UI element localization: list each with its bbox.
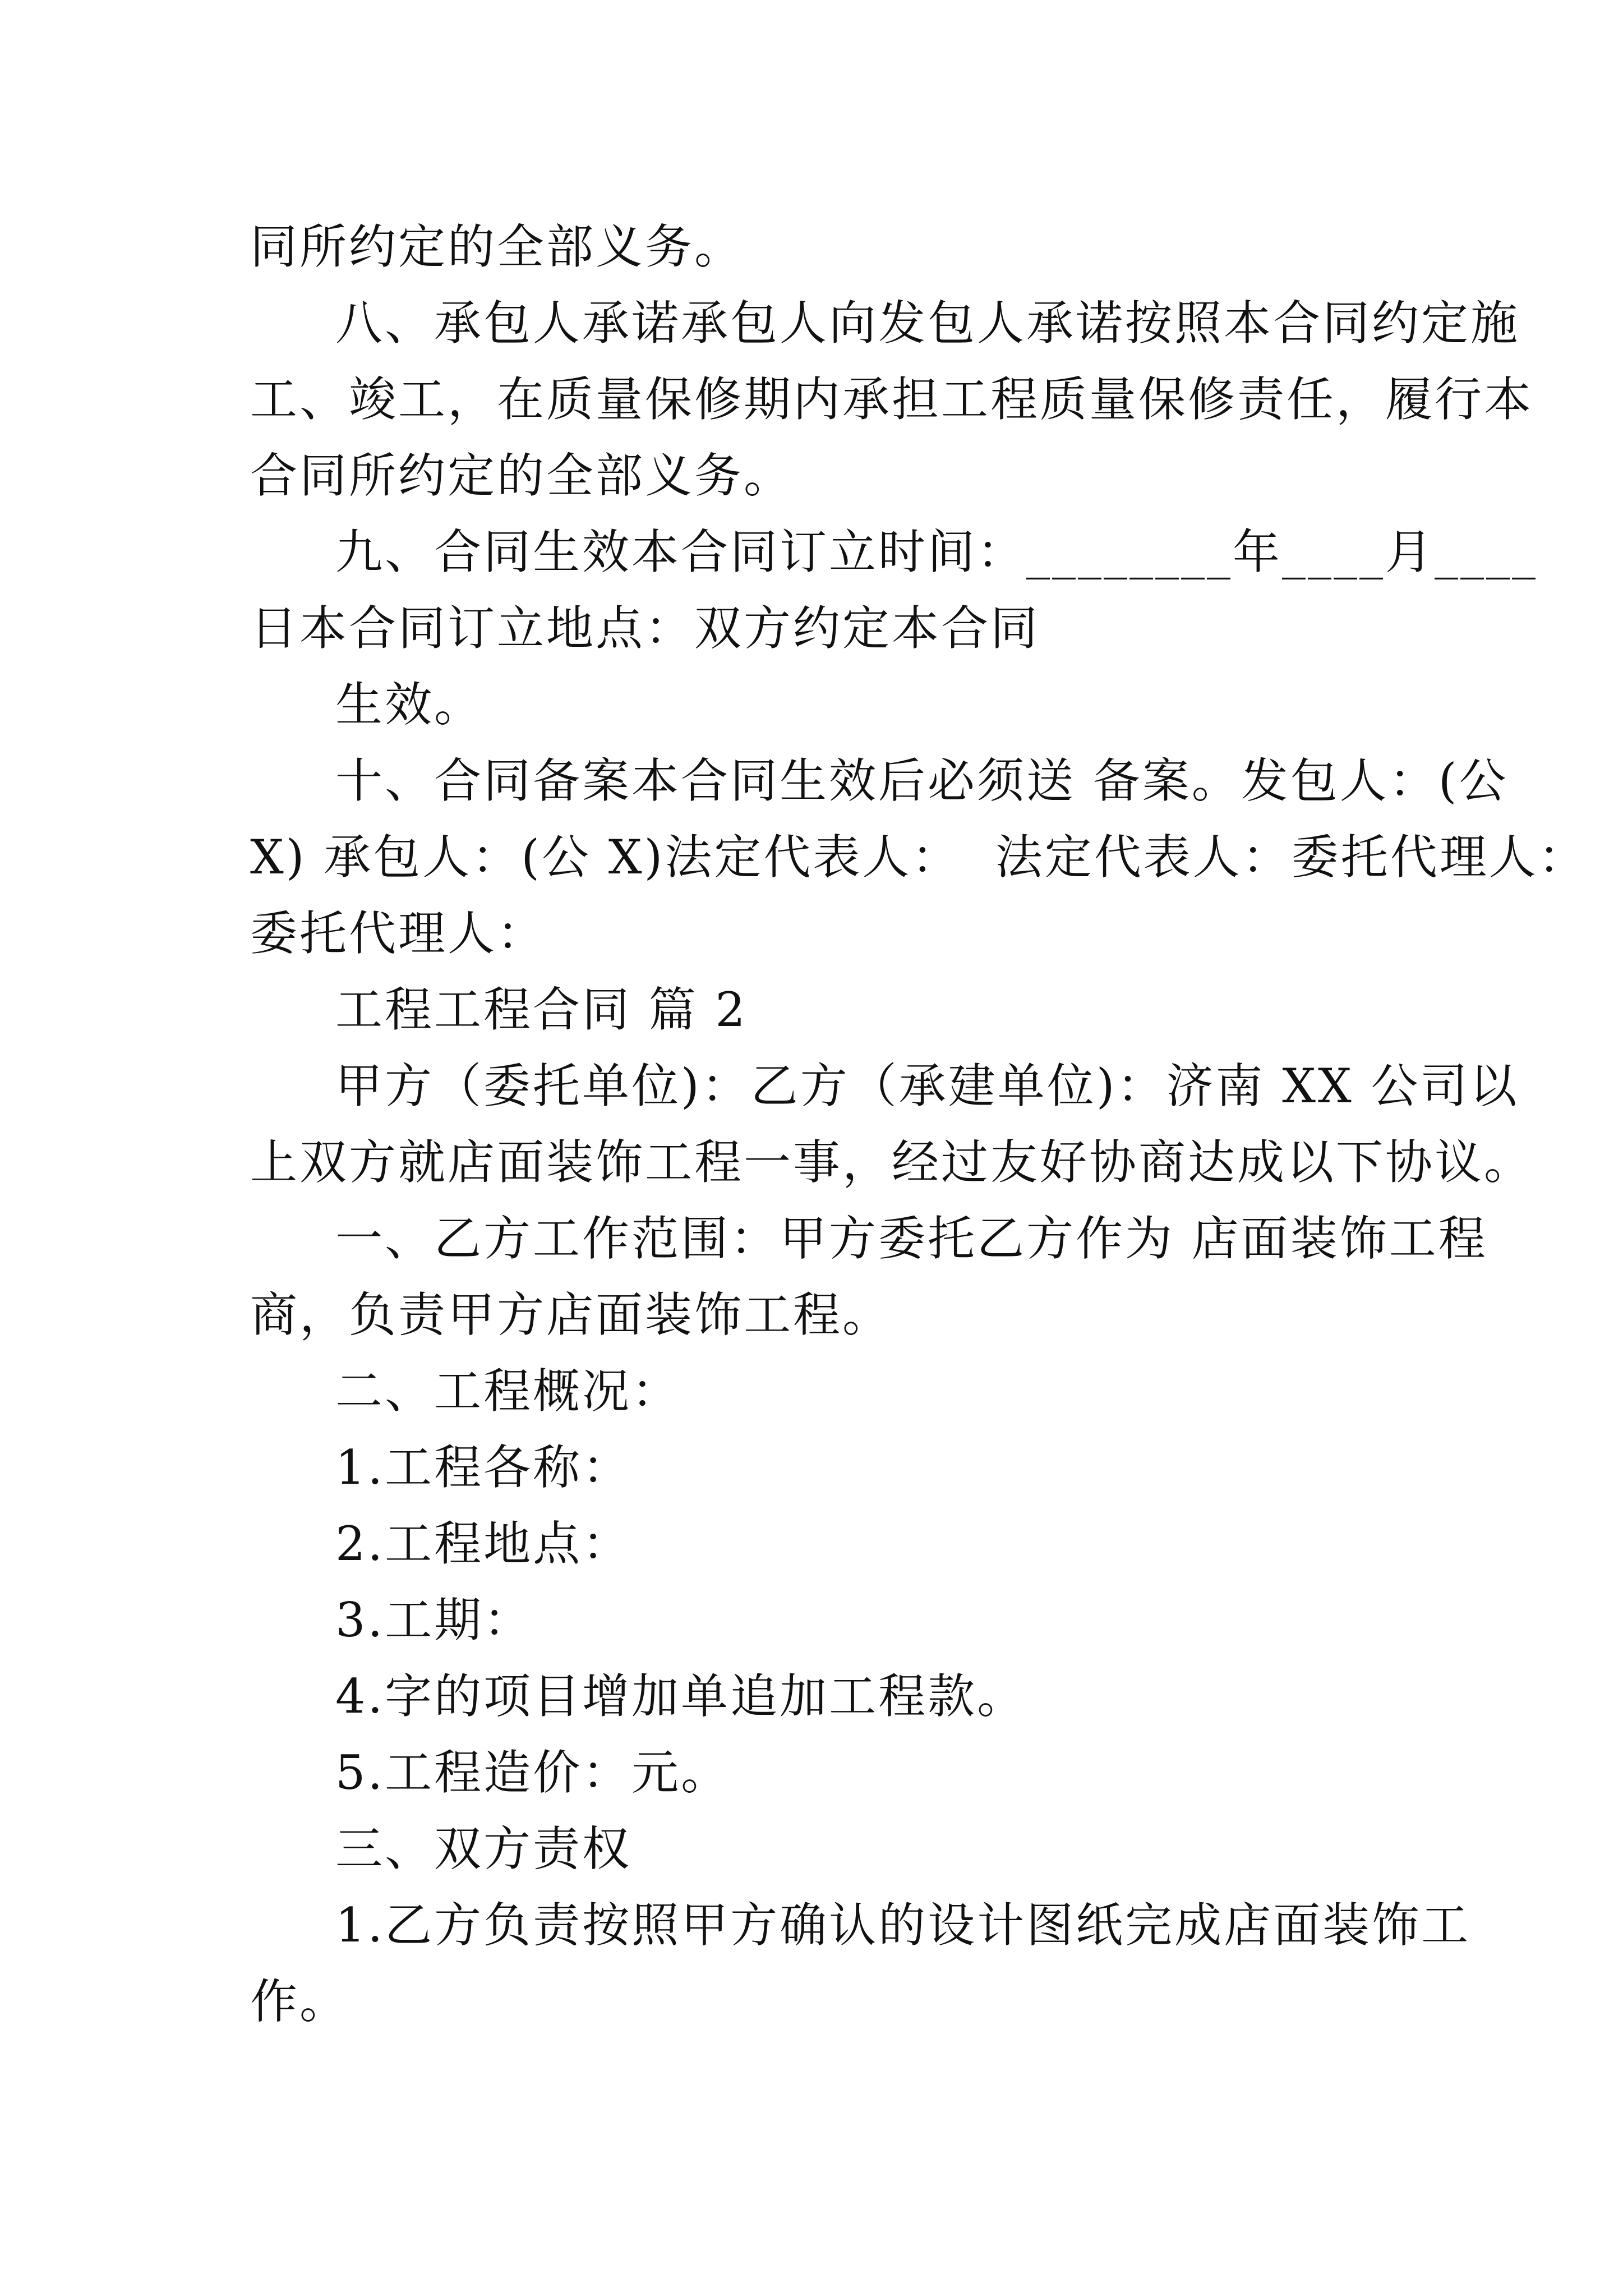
parties-line-1: 甲方（委托单位)：乙方（承建单位)：济南 XX 公司以	[335, 1059, 1519, 1114]
overview-item-1: 1.工程各称：	[335, 1440, 632, 1495]
scope-line-1: 一、乙方工作范围：甲方委托乙方作为 店面装饰工程	[335, 1211, 1488, 1266]
overview-item-5: 5.工程造价：元。	[335, 1745, 731, 1800]
overview-item-4: 4.字的项目增加单追加工程款。	[335, 1669, 1027, 1724]
paragraph-eight-line-2: 工、竣工，在质量保修期内承担工程质量保修责任，履行本	[250, 372, 1534, 427]
text-line: 同所约定的全部义务。	[250, 219, 744, 274]
paragraph-eight-line-1: 八、承包人承诺承包人向发包人承诺按照本合同约定施	[335, 296, 1520, 351]
paragraph-ten-line-1: 十、合同备案本合同生效后必须送 备案。发包人：(公	[335, 753, 1509, 808]
paragraph-nine-line-1: 九、合同生效本合同订立时间：________年____月____	[335, 524, 1538, 579]
rights-item-1-line-1: 1.乙方负责按照甲方确认的设计图纸完成店面装饰工	[335, 1898, 1471, 1953]
paragraph-nine-line-2: 日本合同订立地点：双方约定本合同	[250, 601, 1040, 656]
paragraph-eight-line-3: 合同所约定的全部义务。	[250, 448, 794, 503]
rights-heading: 三、双方责权	[335, 1821, 632, 1876]
paragraph-effect-line: 生效。	[335, 677, 484, 732]
paragraph-ten-line-2: X) 承包人：(公 X)法定代表人： 法定代表人：委托代理人：	[250, 830, 1588, 885]
parties-line-2: 上双方就店面装饰工程一事，经过友好协商达成以下协议。	[250, 1135, 1534, 1190]
scope-line-2: 商，负责甲方店面装饰工程。	[250, 1287, 892, 1342]
rights-item-1-line-2: 作。	[250, 1974, 349, 2029]
section-heading: 工程工程合同 篇 2	[335, 982, 748, 1037]
document-body	[250, 209, 1588, 2040]
overview-item-3: 3.工期：	[335, 1593, 533, 1648]
paragraph-ten-line-3: 委托代理人：	[250, 906, 547, 961]
overview-heading: 二、工程概况：	[335, 1364, 681, 1419]
overview-item-2: 2.工程地点：	[335, 1516, 632, 1571]
